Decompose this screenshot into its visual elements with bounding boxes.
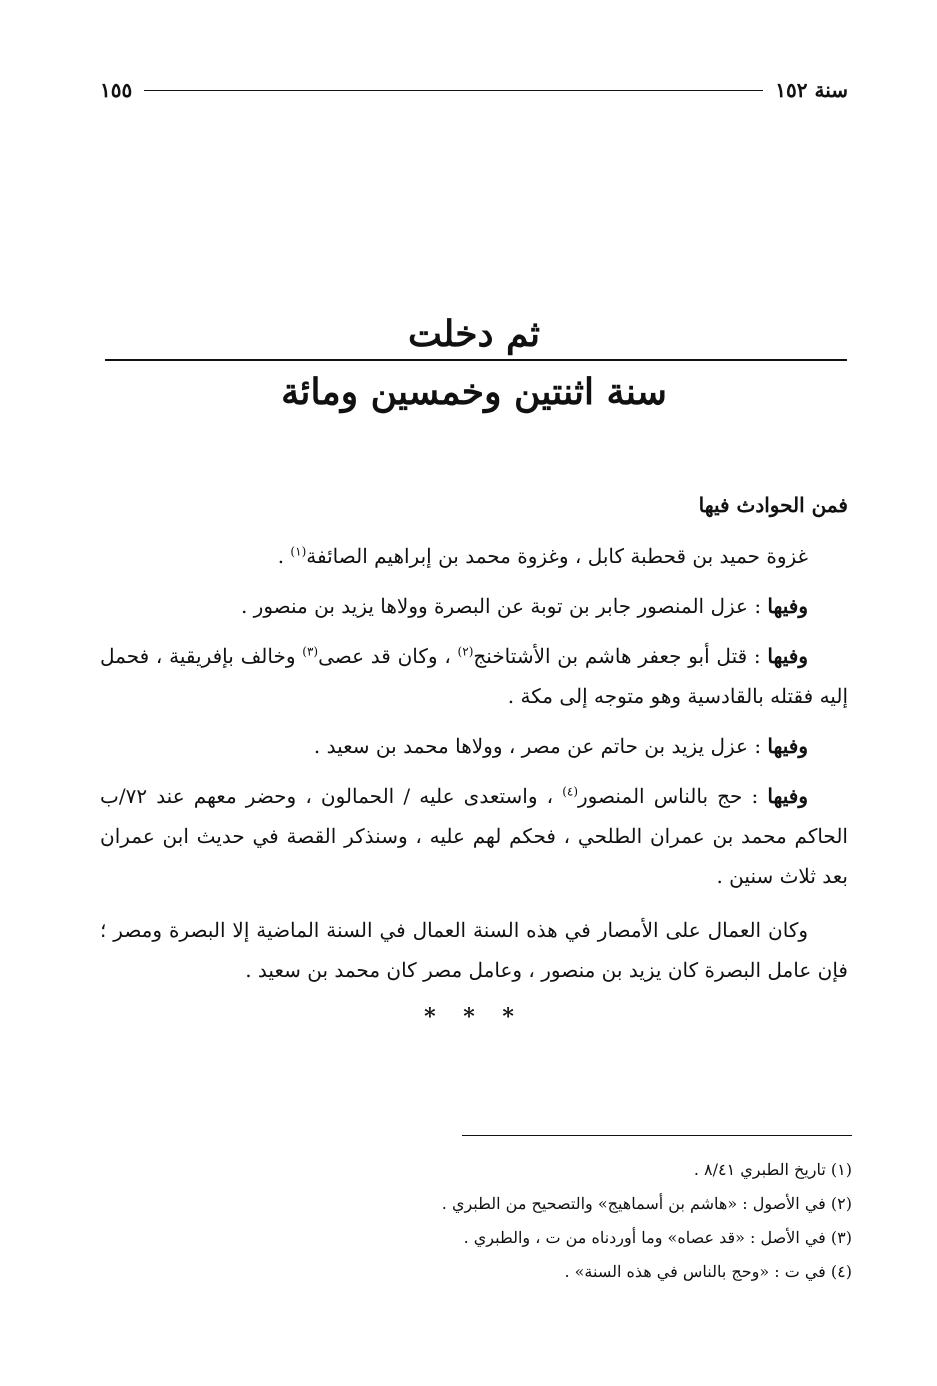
paragraph-mid: ، وكان قد عصى xyxy=(318,644,458,668)
paragraph-text: غزوة حميد بن قحطبة كابل ، وغزوة محمد بن إبراهيم الصائفة xyxy=(306,544,808,568)
paragraph-6 xyxy=(100,910,848,990)
paragraph-lead: وفيها xyxy=(767,784,808,808)
paragraph-text: : عزل يزيد بن حاتم عن مصر ، وولاها محمد بن سعيد . xyxy=(313,734,768,758)
section-separator: * * * xyxy=(424,1004,524,1030)
paragraph-3 xyxy=(100,636,848,716)
paragraph-4 xyxy=(100,726,848,766)
paragraph-tail: . xyxy=(277,544,291,568)
paragraph-text: : عزل المنصور جابر بن توبة عن البصرة وولاها يزيد بن منصور . xyxy=(240,594,768,618)
paragraph-lead: وفيها xyxy=(767,644,808,668)
title-rule xyxy=(105,359,847,361)
paragraph-text: وكان العمال على الأمصار في هذه السنة العمال في السنة الماضية إلا البصرة ومصر ؛ فإن عامل البصرة كان يزيد بن منصور ، وعامل مصر كان محمد بن سعيد . xyxy=(100,918,848,982)
paragraph-text: : قتل أبو جعفر هاشم بن الأشتاخنج xyxy=(473,644,768,668)
footnote-ref-2: (٢) xyxy=(457,644,474,659)
footnote-ref-4: (٤) xyxy=(562,784,579,799)
paragraph-2 xyxy=(100,586,848,626)
body-text xyxy=(100,488,848,1034)
paragraph-lead: وفيها xyxy=(767,594,808,618)
paragraph-tail: ، واستعدى عليه / الحمالون ، وحضر معهم عند ٧٢/ب الحاكم محمد بن عمران الطلحي ، فحكم لهم عليه ، وسنذكر القصة في حديث ابن عمران بعد ثلاث سنين . xyxy=(100,784,848,888)
running-head-text: سنة ١٥٢ xyxy=(775,78,848,102)
footnote-rule xyxy=(462,1135,852,1136)
running-header xyxy=(100,76,848,104)
footnote-1: (١) تاريخ الطبري ٨/٤١ . xyxy=(693,1160,852,1179)
footnote-4: (٤) في ت : «وحج بالناس في هذه السنة» . xyxy=(564,1262,852,1281)
section-subheading: فمن الحوادث فيها xyxy=(698,493,848,517)
paragraph-lead: وفيها xyxy=(767,734,808,758)
chapter-title-line2: سنة اثنتين وخمسين ومائة xyxy=(281,371,667,413)
footnote-ref-1: (١) xyxy=(290,544,307,559)
header-rule xyxy=(144,90,763,91)
paragraph-5 xyxy=(100,776,848,896)
paragraph-1 xyxy=(100,536,848,576)
paragraph-tail: وخالف بإفريقية ، فحمل إليه فقتله بالقادسية وهو متوجه إلى مكة . xyxy=(100,644,848,708)
paragraph-text: : حج بالناس المنصور xyxy=(578,784,768,808)
chapter-title-line1: ثم دخلت xyxy=(407,313,541,355)
page-number: ١٥٥ xyxy=(100,78,133,102)
footnotes xyxy=(100,1153,852,1289)
footnote-2: (٢) في الأصول : «هاشم بن أسماهيج» والتصحيح من الطبري . xyxy=(441,1194,852,1213)
footnote-ref-3: (٣) xyxy=(302,644,319,659)
footnote-3: (٣) في الأصل : «قد عصاه» وما أوردناه من ت ، والطبري . xyxy=(463,1228,852,1247)
